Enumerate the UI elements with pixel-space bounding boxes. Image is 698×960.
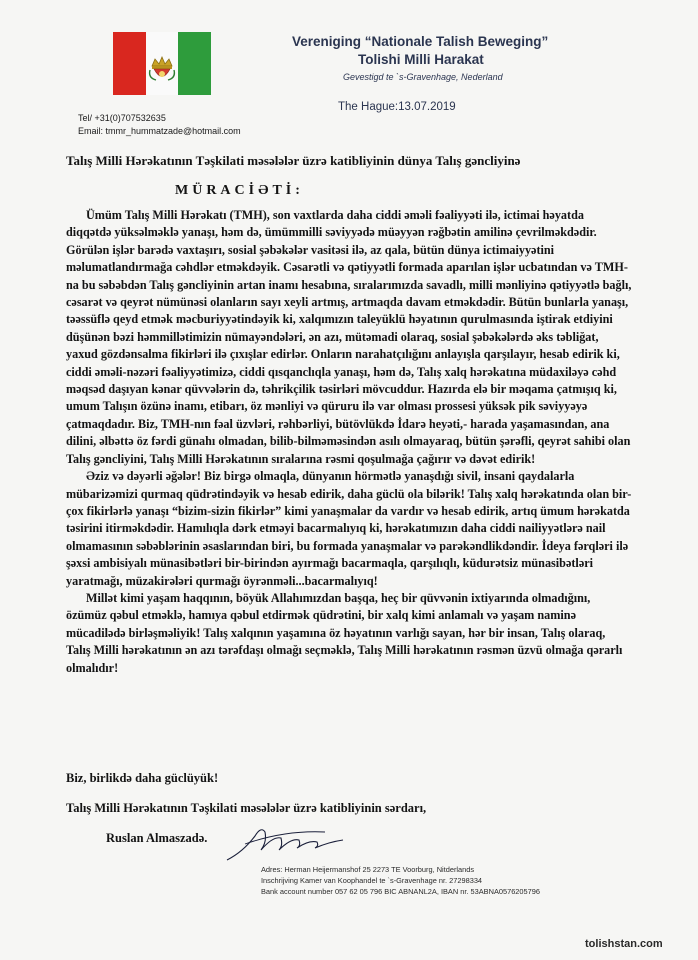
paragraph-1: Ümüm Talış Milli Hərəkatı (TMH), son vaxtlarda daha ciddi əməli fəaliyyəti ilə, ictimai həyatda diqqətdə yüksəlməklə yanaşı, həm də, ümümmilli səviyyədə müəyyən rəğbətin amilinə çevrilməkdədir. Görülən işlər barədə vaxtaşırı, sosial şəbəkələr vasitəsi ilə, az qala, bütün dünya ictimaiyyətini məlumatlandırmağa cəhdlər etməkdəyik. Cəsarətli və qətiyyətli formada aparılan işlər ucbatından və TMH-na bu səbəbdən Talış gəncliyinin artan inamı hesabına, sıralarımızda savadlı, milli mənliyinə qətiyyətlə bağlı, cəsarət və qeyrət nümünəsi olanların sayı xeyli artmış, artmaqda davam etməkdədir. Bütün bunlarla yanaşı, təəssüflə qeyd etmək məcburiyyətindəyik ki, xalqımızın taleyüklü həyatının qurulmasında iştirak etdiyini düşünən bəzi həmmillətimizin nümayəndələri, ən azı, mütəmadi olaraq, sosial şəbəkələrdə əks təbliğat, yaxud gözdənsalma fikirləri ilə çıxışlar edirlər. Onların narahatçılığını anlayışla qarşılayır, hesab edirik ki, ciddi əməli-nəzəri fəaliyyətimizə, ciddi qısqanclıqla yanaşı, həm də, Talış xalq hərəkatına müdaxiləyə cəhd məqsəd daşıyan kənar qüvvələrin də, təhrikçilik təsirləri mövcuddur. Hazırda elə bir məqama çatmışıq ki, umum Talışın özünə inamı, etibarı, öz mənliyi və qüruru ilə var olması prossesi yüksək pik səviyyəyə çatmaqdadır. Biz, TMH-nın fəal üzvləri, rəhbərliyi, bütövlükdə İdarə heyəti,- harada yaşamasından, ana dilini, əlbəttə öz fərdi günahı olmadan, bilib-bilməməsindən asılı olmayaraq, bütün şərəfli, qeyrət sahibi olan Talış gəncliyini, Talış Milli Hərəkatının sıralarına rəsmi qoşulmağa çağırır və dəvət edirik!: [66, 208, 632, 466]
org-name-dutch: Vereniging “Nationale Talish Beweging”: [292, 34, 549, 49]
watermark-text: tolishstan.com: [585, 938, 663, 950]
crown-emblem-icon: [148, 54, 176, 84]
closing-line: Biz, birlikdə daha güclüyük!: [66, 771, 219, 785]
footer-address: Adres: Herman Heijermanshof 25 2273 TE Voorburg, Nitderlands: [261, 865, 475, 874]
paragraph-2: Əziz və dəyərli əğələr! Biz birgə olmaqla, dünyanın hörmətlə yanaşdığı sivil, insani qaydalarla mübarizəmizi qurmaq qüdrətindəyik və hesab edirik, daha güclü ola bilərik! Talış xalq hərəkatında olan bir-çox fikirlərlə yanaşı “bizim-sizin fikirlər” kimi yanaşmalar da vardır və hesab edirik, artıq ümum hərəkatda təsirini itirməkdədir. Hamılıqla dərk etməyi bacarmalıyıq ki, hərəkatımızın daha ciddi nailiyyətlərə nail olmamasının səbəblərinin əsaslarından biri, bu formada yanaşmalar və parəkəndlikdəndir. İdeya fərqləri ilə şəxsi ambisiyalı münasibətləri bir-birindən ayırmağı bacarmaqla, qarşılıqlı, küdurətsiz münasibətləri yaratmağı, müzakirələri qurmağı öyrənməli...bacarmalıyıq!: [66, 469, 632, 588]
handwritten-signature: [225, 816, 350, 866]
org-name-talish: Tolishi Milli Harakat: [358, 52, 484, 67]
email-address: Email: tmmr_hummatzade@hotmail.com: [78, 126, 241, 136]
flag-green-stripe: [178, 32, 211, 95]
flag-red-stripe: [113, 32, 146, 95]
footer-registration: Inschrijving Kamer van Koophandel te `s-Gravenhage nr. 27298334: [261, 876, 483, 885]
signer-name: Ruslan Almaszadə.: [106, 831, 208, 845]
signoff-line: Talış Milli Hərəkatının Təşkilati məsələlər üzrə katibliyinin sərdarı,: [66, 801, 427, 815]
org-registration-place: Gevestigd te `s-Gravenhage, Nederland: [343, 72, 503, 82]
letter-title: MÜRACİƏTİ:: [175, 183, 304, 198]
letter-date: The Hague:13.07.2019: [338, 101, 456, 113]
footer-bank-details: Bank account number 057 62 05 796 BIC ABNANL2A, IBAN nr. 53ABNA0576205796: [261, 887, 540, 896]
flag-logo: [113, 32, 211, 95]
paragraph-3: Millət kimi yaşam haqqının, böyük Allahımızdan başqa, heç bir qüvvənin ixtiyarında olmadığını, özümüz qəbul etməklə, hamıya qəbul etdirmək qüdrətini, bir xalq kimi anlamalı və yaşam naminə mücadilədə birləşməliyik! Talış xalqının yaşamına öz həyatının varlığı sayan, hər bir insan, Talış olaraq, Talış Milli hərəkatının ən azı tərəfdaşı olmağı seçməklə, Talış Milli hərəkatının rəsmən üzvü olmağa qərarlı olmalıdır!: [66, 590, 623, 675]
letter-heading: Talış Milli Hərəkatının Təşkilati məsələlər üzrə katibliyinin dünya Talış gəncliyinə: [66, 153, 521, 168]
phone-number: Tel/ +31(0)707532635: [78, 113, 166, 123]
letter-body: [66, 207, 632, 677]
